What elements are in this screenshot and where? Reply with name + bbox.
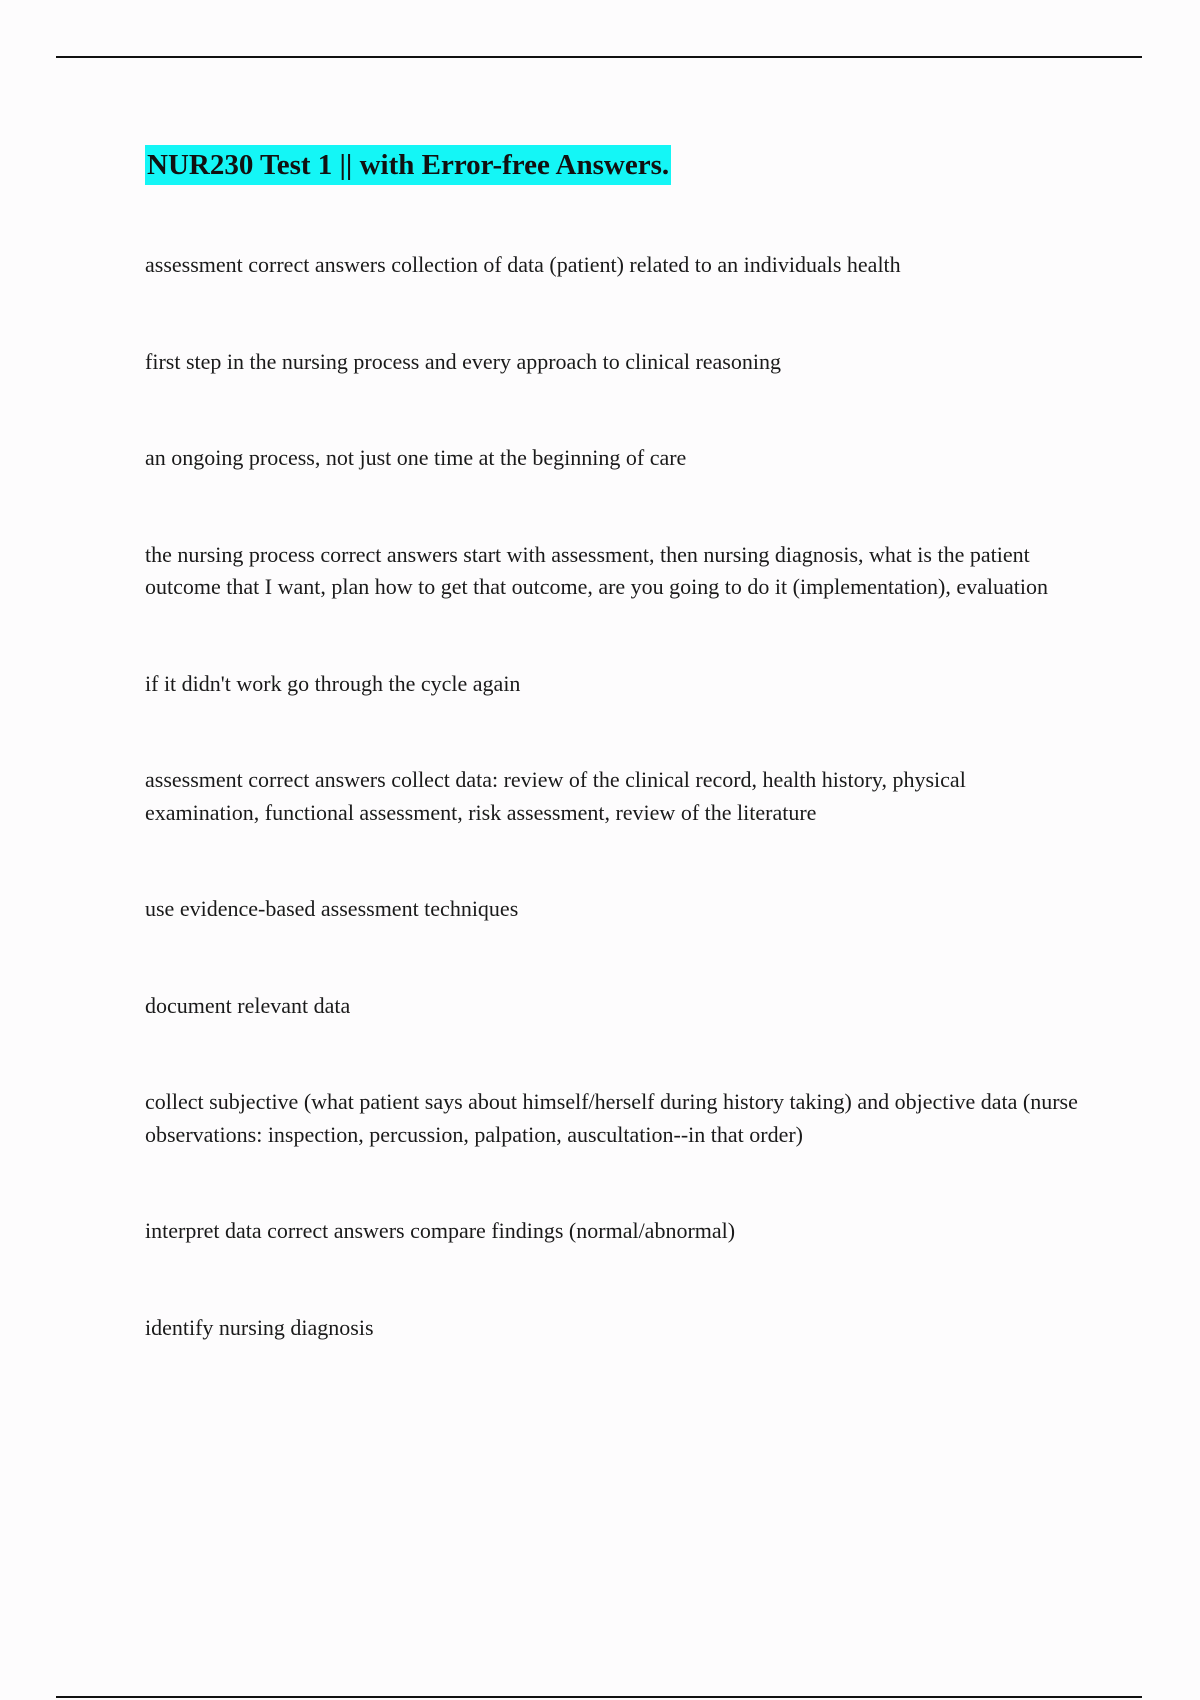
paragraph: identify nursing diagnosis xyxy=(145,1314,374,1340)
paragraph: if it didn't work go through the cycle again xyxy=(145,670,521,696)
document-title: NUR230 Test 1 || with Error-free Answers. xyxy=(145,145,671,185)
bottom-rule xyxy=(56,1696,1142,1698)
paragraph: collect subjective (what patient says about himself/herself during history taking) and objective data (nurse observations: inspection, percussion, palpation, auscultation--in that order) xyxy=(145,1089,1078,1147)
paragraph: assessment correct answers collect data: review of the clinical record, health history, physical examination, functional assessment, risk assessment, review of the literature xyxy=(145,767,966,825)
paragraph: the nursing process correct answers start with assessment, then nursing diagnosis, what is the patient outcome that I want, plan how to get that outcome, are you going to do it (implementation), evaluation xyxy=(145,541,1048,599)
paragraph: first step in the nursing process and every approach to clinical reasoning xyxy=(145,348,781,374)
title-block xyxy=(145,145,1085,185)
paragraph: document relevant data xyxy=(145,992,351,1018)
top-rule xyxy=(56,56,1142,58)
document-body xyxy=(145,145,1085,1408)
paragraph: use evidence-based assessment techniques xyxy=(145,896,519,921)
paragraph: an ongoing process, not just one time at the beginning of care xyxy=(145,445,687,470)
paragraph: assessment correct answers collection of data (patient) related to an individuals health xyxy=(145,252,901,277)
paragraph: interpret data correct answers compare findings (normal/abnormal) xyxy=(145,1218,736,1243)
